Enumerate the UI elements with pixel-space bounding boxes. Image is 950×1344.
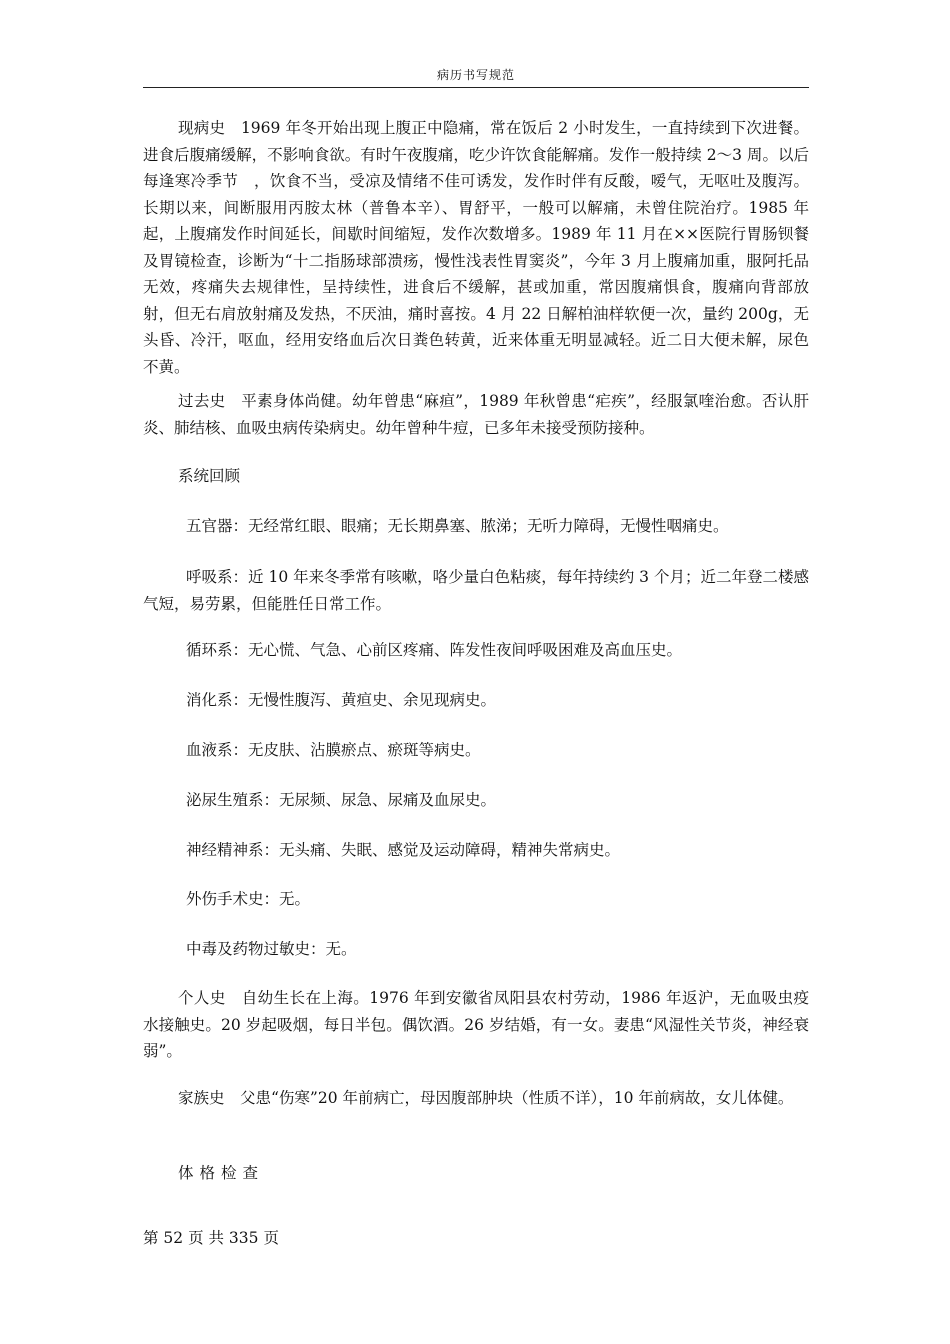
present-illness-paragraph: 现病史 1969 年冬开始出现上腹正中隐痛，常在饭后 2 小时发生，一直持续到下次进餐。进食后腹痛缓解，不影响食欲。有时午夜腹痛，吃少许饮食能解痛。发作一般持续 2～3 周。以后每逢寒冷季节 ，饮食不当，受凉及情绪不佳可诱发，发作时伴有反酸，嗳气，无呕吐及腹泻。长期以来，间断服用丙胺太林（普鲁本辛）、胃舒平，一般可以解痛，未曾住院治疗。1985 年起，上腹痛发作时间延长，间歇时间缩短，发作次数增多。1989 年 11 月在××医院行胃肠钡餐及胃镜检查，诊断为“十二指肠球部溃疡，慢性浅表性胃窦炎”，今年 3 月上腹痛加重，服阿托品无效，疼痛失去规律性，呈持续性，进食后不缓解，甚或加重，常因腹痛惧食，腹痛向背部放射，但无右肩放射痛及发热，不厌油，痛时喜按。4 月 22 日解柏油样软便一次，量约 200g，无头昏、冷汗，呕血，经用安络血后次日粪色转黄，近来体重无明显减轻。近二日大便未解，尿色不黄。	[143, 119, 809, 376]
system-review-heading: 系统回顾	[178, 467, 241, 485]
personal-history-paragraph: 个人史 自幼生长在上海。1976 年到安徽省凤阳县农村劳动，1986 年返沪，无血吸虫疫水接触史。20 岁起吸烟，每日半包。偶饮酒。26 岁结婚，有一女。妻患“风湿性关节炎，神经衰弱”。	[143, 989, 809, 1060]
physical-exam-heading: 体格检查	[178, 1164, 265, 1182]
page-number: 第 52 页 共 335 页	[143, 1229, 279, 1247]
review-respiratory: 呼吸系：近 10 年来冬季常有咳嗽，咯少量白色粘痰，每年持续约 3 个月；近二年登二楼感气短，易劳累，但能胜任日常工作。	[143, 568, 809, 613]
review-blood: 血液系：无皮肤、沾膜瘀点、瘀斑等病史。	[186, 741, 481, 759]
review-eent: 五官器：无经常红眼、眼痛；无长期鼻塞、脓涕；无听力障碍，无慢性咽痛史。	[186, 517, 729, 535]
review-trauma: 外伤手术史：无。	[186, 890, 311, 908]
review-digestive: 消化系：无慢性腹泻、黄疸史、余见现病史。	[186, 691, 497, 709]
running-header: 病历书写规范	[436, 68, 515, 82]
family-history-paragraph: 家族史 父患“伤寒”20 年前病亡，母因腹部肿块（性质不详），10 年前病故，女儿体健。	[178, 1089, 794, 1107]
header-rule	[143, 87, 809, 88]
review-urogenital: 泌尿生殖系：无尿频、尿急、尿痛及血尿史。	[186, 791, 497, 809]
past-history-paragraph: 过去史 平素身体尚健。幼年曾患“麻疸”，1989 年秋曾患“疟疾”，经服氯喹治愈。否认肝炎、肺结核、血吸虫病传染病史。幼年曾种牛痘，已多年未接受预防接种。	[143, 392, 809, 437]
review-allergy: 中毒及药物过敏史：无。	[186, 940, 357, 958]
review-neuro: 神经精神系：无头痛、失眠、感觉及运动障碍，精神失常病史。	[186, 841, 621, 859]
review-circulatory: 循环系：无心慌、气急、心前区疼痛、阵发性夜间呼吸困难及高血压史。	[186, 641, 683, 659]
